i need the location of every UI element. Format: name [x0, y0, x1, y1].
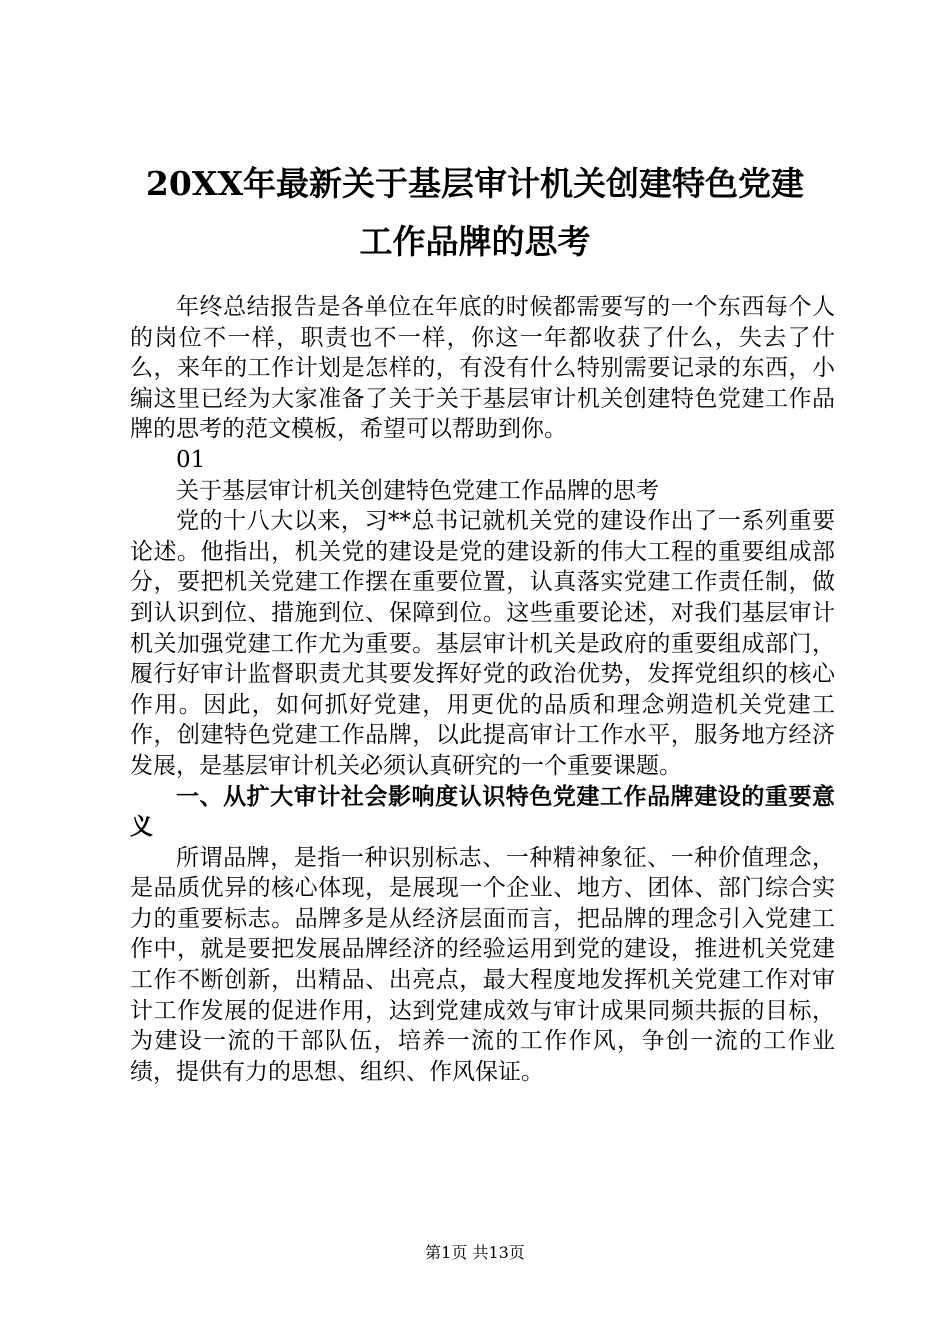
section-heading: 一、从扩大审计社会影响度认识特色党建工作品牌建设的重要意义 [130, 782, 835, 841]
page-footer: 第1页 共13页 [425, 1243, 525, 1262]
body-paragraph: 党的十八大以来，习**总书记就机关党的建设作出了一系列重要论述。他指出，机关党的建设是党的建设新的伟大工程的重要组成部分，要把机关党建工作摆在重要位置，认真落实党建工作责任制，做到认识到位、措施到位、保障到位。这些重要论述，对我们基层审计机关加强党建工作尤为重要。基层审计机关是政府的重要组成部门，履行好审计监督职责尤其要发挥好党的政治优势，发挥党组织的核心作用。因此，如何抓好党建，用更优的品质和理念朔造机关党建工作，创建特色党建工作品牌，以此提高审计工作水平，服务地方经济发展，是基层审计机关必须认真研究的一个重要课题。 [130, 508, 835, 779]
document-title-line-1: 20XX年最新关于基层审计机关创建特色党建 [145, 164, 805, 203]
section-number: 01 [176, 446, 206, 473]
document-body [130, 292, 835, 1087]
body-paragraph: 所谓品牌，是指一种识别标志、一种精神象征、一种价值理念，是品质优异的核心体现，是展现一个企业、地方、团体、部门综合实力的重要标志。品牌多是从经济层面而言，把品牌的理念引入党建工作中，就是要把发展品牌经济的经验运用到党的建设，推进机关党建工作不断创新，出精品、出亮点，最大程度地发挥机关党建工作对审计工作发展的促进作用，达到党建成效与审计成果同频共振的目标，为建设一流的干部队伍，培养一流的工作作风，争创一流的工作业绩，提供有力的思想、组织、作风保证。 [130, 844, 835, 1085]
intro-paragraph: 年终总结报告是各单位在年底的时候都需要写的一个东西每个人的岗位不一样，职责也不一样，你这一年都收获了什么，失去了什么，来年的工作计划是怎样的，有没有什么特别需要记录的东西，小编这里已经为大家准备了关于关于基层审计机关创建特色党建工作品牌的思考的范文模板，希望可以帮助到你。 [130, 294, 835, 443]
article-subtitle: 关于基层审计机关创建特色党建工作品牌的思考 [176, 477, 659, 504]
document-title-line-2: 工作品牌的思考 [359, 222, 591, 261]
